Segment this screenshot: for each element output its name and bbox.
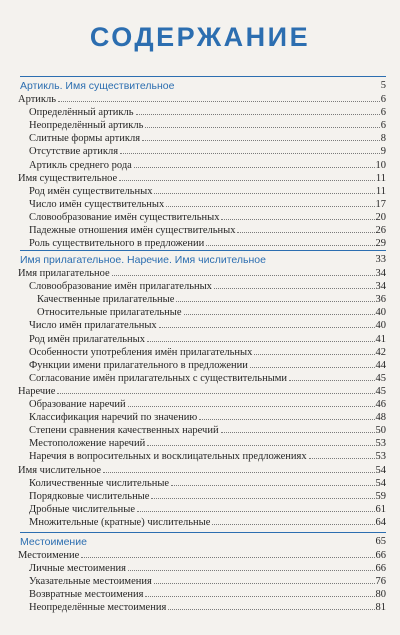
toc-entry-title: Отсутствие артикля [29, 146, 119, 158]
toc-entry[interactable] [29, 198, 386, 211]
toc-entry-page-number: 41 [375, 333, 386, 345]
toc-entry-title: Возвратные местоимения [29, 589, 144, 601]
toc-entry[interactable] [29, 450, 386, 463]
toc-entry[interactable] [29, 516, 386, 529]
dot-leader [221, 219, 374, 220]
toc-entry[interactable] [29, 280, 386, 293]
toc-entry[interactable] [29, 224, 386, 237]
toc-entry-page-number: 34 [375, 268, 386, 279]
toc-entry-title: Число имён прилагательных [29, 320, 157, 332]
toc-entry-title: Наречия в вопросительных и восклицательных предложениях [29, 451, 307, 463]
dot-leader [254, 354, 374, 355]
dot-leader [184, 314, 375, 315]
toc-entry-title: Слитные формы артикля [29, 133, 141, 145]
toc-entry[interactable] [29, 562, 386, 575]
toc-entry-page-number: 45 [375, 385, 386, 397]
dot-leader [128, 406, 375, 407]
toc-entry[interactable] [29, 185, 386, 198]
toc-entry-title: Словообразование имён существительных [29, 211, 220, 223]
dot-leader [221, 432, 375, 433]
dot-leader [134, 167, 375, 168]
toc-entry-title: Неопределённые местоимения [29, 602, 167, 614]
toc-entry-title: Артикль [18, 94, 57, 105]
dot-leader [151, 498, 374, 499]
toc-entry-page-number: 48 [375, 412, 386, 424]
toc-entry-page-number: 34 [375, 281, 386, 293]
toc-entry-page-number: 36 [375, 294, 386, 306]
toc-entry[interactable] [29, 490, 386, 503]
dot-leader [212, 524, 374, 525]
toc-entry-title: Особенности употребления имён прилагательных [29, 346, 253, 358]
section-heading[interactable] [20, 535, 386, 549]
toc-entry[interactable] [29, 601, 386, 614]
dot-leader [136, 114, 380, 115]
dot-leader [119, 180, 375, 181]
toc-entry[interactable] [29, 437, 386, 450]
dot-leader [147, 341, 375, 342]
toc-entry-title: Функции имени прилагательного в предложении [29, 359, 248, 371]
section-title: Имя прилагательное. Наречие. Имя числительное [20, 254, 266, 266]
toc-entry[interactable] [29, 424, 386, 437]
section-title: Местоимение [20, 536, 87, 548]
dot-leader [199, 419, 374, 420]
toc-entry-title: Род имён существительных [29, 185, 153, 197]
toc-entry[interactable] [29, 119, 386, 132]
toc-entry-title: Наречие [18, 385, 56, 397]
toc-entry-page-number: 20 [375, 211, 386, 223]
toc-entry[interactable] [29, 372, 386, 385]
dot-leader [81, 557, 374, 558]
toc-entry-page-number: 53 [375, 438, 386, 450]
toc-entry-title: Местоимение [18, 550, 80, 561]
toc-entry[interactable] [29, 319, 386, 332]
toc-entry[interactable] [18, 267, 386, 280]
toc-entry-title: Количественные числительные [29, 477, 170, 489]
toc-entry-page-number: 64 [375, 516, 386, 528]
dot-leader [166, 206, 374, 207]
dot-leader [128, 570, 375, 571]
toc-entry-page-number: 66 [375, 550, 386, 561]
toc-entry-title: Дробные числительные [29, 503, 135, 515]
section-divider [20, 532, 386, 533]
toc-entry-page-number: 80 [375, 589, 386, 601]
toc-entry[interactable] [29, 132, 386, 145]
toc-entry[interactable] [18, 172, 386, 185]
section-page-number: 5 [380, 80, 386, 91]
dot-leader [159, 327, 375, 328]
toc-entry-page-number: 40 [375, 320, 386, 332]
dot-leader [206, 245, 374, 246]
toc-entry-page-number: 50 [375, 425, 386, 437]
toc-entry-page-number: 45 [375, 372, 386, 384]
toc-entry-page-number: 17 [375, 198, 386, 210]
toc-entry[interactable] [29, 159, 386, 172]
toc-entry[interactable] [18, 93, 386, 106]
toc-entry-page-number: 11 [375, 172, 386, 184]
dot-leader [289, 380, 374, 381]
dot-leader [120, 153, 380, 154]
toc-entry-page-number: 6 [380, 107, 386, 119]
toc-entry-title: Порядковые числительные [29, 490, 150, 502]
toc-entry-page-number: 26 [375, 225, 386, 236]
toc-entry[interactable] [37, 293, 386, 306]
toc-entry[interactable] [29, 575, 386, 588]
toc-entry-title: Неопределённый артикль [29, 120, 144, 132]
toc-entry-title: Согласование имён прилагательных с существительными [29, 372, 288, 384]
toc-entry-title: Местоположение наречий [29, 438, 146, 450]
dot-leader [168, 609, 374, 610]
dot-leader [237, 232, 374, 233]
dot-leader [57, 393, 374, 394]
toc-entry[interactable] [29, 106, 386, 119]
dot-leader [147, 445, 374, 446]
toc-entry-page-number: 61 [375, 503, 386, 515]
section-heading[interactable] [20, 253, 386, 267]
toc-entry-page-number: 46 [375, 399, 386, 410]
toc-entry-title: Род имён прилагательных [29, 333, 145, 345]
toc-entry[interactable] [29, 477, 386, 490]
toc-entry-title: Падежные отношения имён существительных [29, 225, 236, 236]
toc-entry[interactable] [18, 464, 386, 477]
toc-entry[interactable] [37, 306, 386, 319]
page-title: СОДЕРЖАНИЕ [89, 22, 311, 52]
toc-entry-page-number: 9 [380, 146, 386, 158]
toc-entry-title: Личные местоимения [29, 563, 126, 575]
section-heading[interactable] [20, 79, 386, 93]
toc-entry[interactable] [29, 333, 386, 346]
toc-entry-title: Число имён существительных [29, 198, 165, 210]
toc-entry-title: Имя числительное [18, 464, 102, 476]
toc-entry[interactable] [29, 145, 386, 158]
toc-entry-page-number: 44 [375, 359, 386, 371]
toc-entry-page-number: 53 [375, 451, 386, 463]
toc-entry[interactable] [29, 398, 386, 411]
toc-entry-title: Множительные (кратные) числительные [29, 516, 211, 528]
toc-entry-title: Словообразование имён прилагательных [29, 281, 212, 293]
toc-entry-title: Степени сравнения качественных наречий [29, 425, 219, 437]
toc-entry-title: Имя существительное [18, 172, 118, 184]
dot-leader [142, 140, 380, 141]
dot-leader [176, 301, 374, 302]
dot-leader [154, 193, 374, 194]
toc-entry-title: Классификация наречий по значению [29, 412, 198, 424]
toc-entry-page-number: 6 [380, 120, 386, 132]
toc-entry-page-number: 76 [375, 576, 386, 588]
dot-leader [214, 288, 375, 289]
dot-leader [171, 485, 374, 486]
toc-entry-page-number: 81 [375, 602, 386, 614]
toc-entry-title: Качественные прилагательные [37, 294, 175, 306]
section-page-number: 65 [375, 536, 386, 547]
toc-entry[interactable] [29, 588, 386, 601]
toc-entry-title: Определённый артикль [29, 107, 134, 119]
toc-entry-page-number: 54 [375, 477, 386, 489]
dot-leader [309, 458, 375, 459]
toc-entry-title: Артикль среднего рода [29, 159, 132, 171]
toc-entry-page-number: 6 [380, 94, 386, 105]
dot-leader [103, 472, 374, 473]
toc-entry-title: Имя прилагательное [18, 268, 110, 279]
toc-entry[interactable] [18, 385, 386, 398]
toc-entry-page-number: 10 [375, 159, 386, 171]
toc-entry[interactable] [18, 549, 386, 562]
dot-leader [145, 127, 379, 128]
toc-entry-page-number: 11 [375, 185, 386, 197]
toc-entry-page-number: 42 [375, 346, 386, 358]
toc-entry-page-number: 59 [375, 490, 386, 502]
toc-entry[interactable] [29, 411, 386, 424]
toc-entry[interactable] [29, 346, 386, 359]
dot-leader [145, 596, 374, 597]
section-divider [20, 250, 386, 251]
dot-leader [137, 511, 375, 512]
section-divider [20, 76, 386, 77]
dot-leader [112, 275, 375, 276]
toc-entry[interactable] [29, 503, 386, 516]
dot-leader [250, 367, 375, 368]
toc-entry-title: Роль существительного в предложении [29, 238, 205, 250]
dot-leader [58, 101, 380, 102]
toc-entry-page-number: 66 [375, 563, 386, 575]
toc-entry-page-number: 54 [375, 464, 386, 476]
toc-entry[interactable] [29, 211, 386, 224]
section-page-number: 33 [375, 254, 386, 265]
toc-entry-page-number: 8 [380, 133, 386, 145]
toc-entry-page-number: 40 [375, 307, 386, 319]
toc-entry-title: Указательные местоимения [29, 576, 152, 588]
toc-entry-title: Относительные прилагательные [37, 307, 182, 319]
toc-entry[interactable] [29, 359, 386, 372]
dot-leader [154, 583, 375, 584]
section-title: Артикль. Имя существительное [20, 80, 175, 92]
toc-entry-title: Образование наречий [29, 399, 126, 410]
toc-entry[interactable] [29, 237, 386, 250]
toc-entry-page-number: 29 [375, 238, 386, 250]
